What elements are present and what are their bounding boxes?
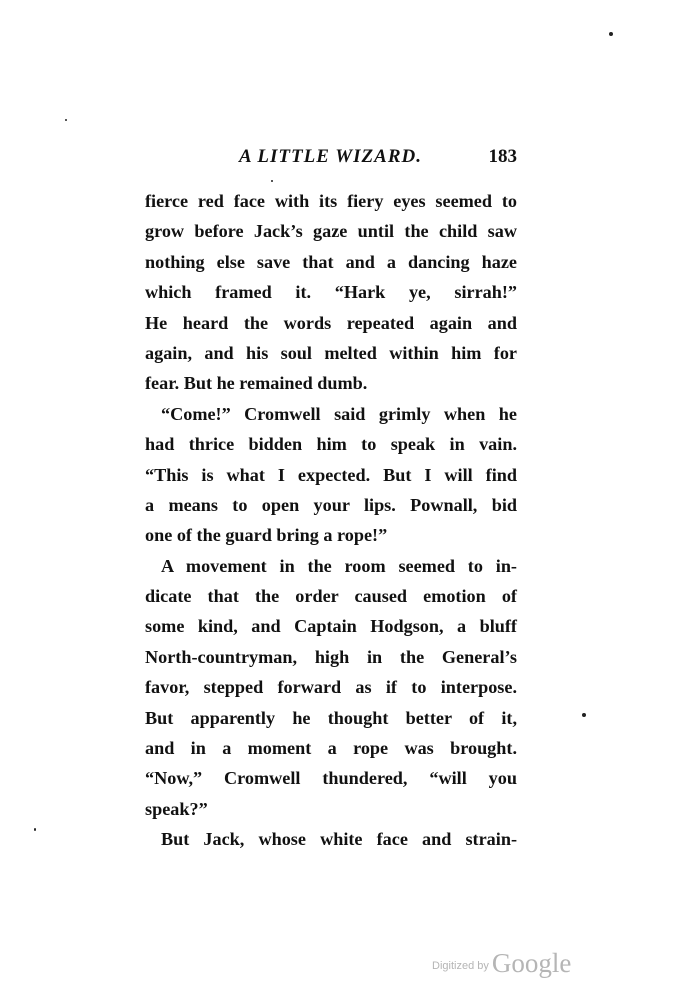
- text-line: again, and his soul melted within him for: [145, 342, 517, 363]
- text-line: North-countryman, high in the General’s: [145, 646, 517, 667]
- text-line: a means to open your lips. Pownall, bid: [145, 494, 517, 515]
- page-header: [145, 146, 517, 172]
- text-line: favor, stepped forward as if to interpose.: [145, 677, 517, 698]
- scan-speck: [34, 828, 36, 831]
- text-line: dicate that the order caused emotion of: [145, 586, 517, 607]
- text-line: But apparently he thought better of it,: [145, 707, 517, 728]
- text-line: some kind, and Captain Hodgson, a bluff: [145, 616, 517, 637]
- text-line: fear. But he remained dumb.: [145, 373, 368, 394]
- text-line: one of the guard bring a rope!”: [145, 525, 388, 546]
- scan-speck: [582, 713, 586, 717]
- scan-speck: [271, 180, 273, 182]
- running-title: A LITTLE WIZARD.: [239, 146, 422, 167]
- scan-speck: [609, 32, 613, 36]
- text-line: “Come!” Cromwell said grimly when he: [161, 403, 517, 424]
- text-line: speak?”: [145, 798, 208, 819]
- digitized-by-label: Digitized by: [432, 960, 489, 972]
- scan-speck: [65, 119, 67, 121]
- page-number: 183: [488, 146, 517, 167]
- text-line: and in a moment a rope was brought.: [145, 738, 517, 759]
- text-line: “Now,” Cromwell thundered, “will you: [145, 768, 517, 789]
- text-line: nothing else save that and a dancing haze: [145, 251, 517, 272]
- text-line: grow before Jack’s gaze until the child saw: [145, 221, 517, 242]
- google-watermark: [432, 948, 571, 979]
- google-logo-text: Google: [491, 948, 572, 978]
- body-text: [145, 186, 517, 855]
- text-line: which framed it. “Hark ye, sirrah!”: [145, 282, 517, 303]
- text-line: had thrice bidden him to speak in vain.: [145, 434, 517, 455]
- text-line: fierce red face with its fiery eyes seemed to: [145, 191, 517, 211]
- text-line: “This is what I expected. But I will find: [145, 464, 517, 485]
- text-line: A movement in the room seemed to in-: [161, 555, 517, 576]
- text-line: He heard the words repeated again and: [145, 312, 517, 333]
- text-line: But Jack, whose white face and strain-: [161, 829, 517, 850]
